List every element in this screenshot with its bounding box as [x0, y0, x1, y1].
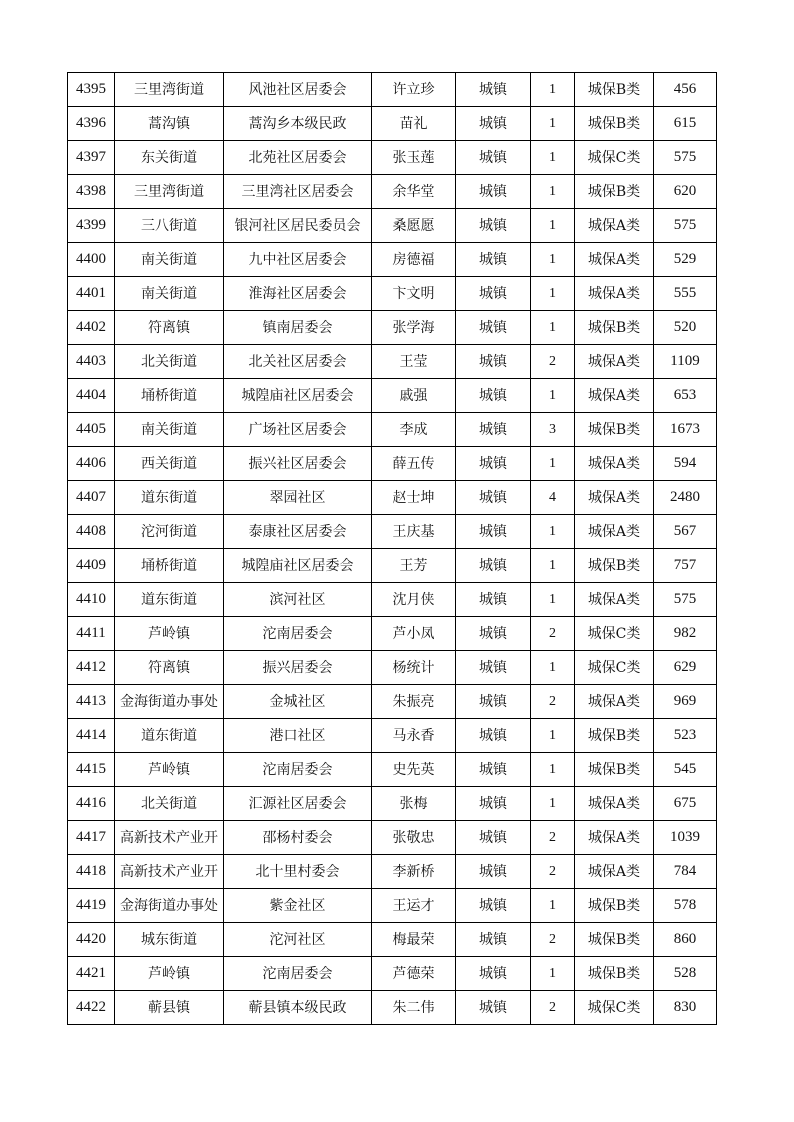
member-count-cell: 4	[531, 481, 575, 515]
insurance-category-cell: 城保B类	[575, 311, 654, 345]
street-cell: 芦岭镇	[115, 957, 224, 991]
person-name-cell: 朱二伟	[372, 991, 456, 1025]
person-name-cell: 卞文明	[372, 277, 456, 311]
household-type-cell: 城镇	[456, 277, 531, 311]
community-cell: 九中社区居委会	[224, 243, 372, 277]
amount-cell: 545	[654, 753, 717, 787]
table-row	[68, 753, 717, 787]
person-name-cell: 沈月侠	[372, 583, 456, 617]
amount-cell: 528	[654, 957, 717, 991]
amount-cell: 594	[654, 447, 717, 481]
community-cell: 银河社区居民委员会	[224, 209, 372, 243]
record-number-cell: 4414	[68, 719, 115, 753]
amount-cell: 615	[654, 107, 717, 141]
record-number-cell: 4422	[68, 991, 115, 1025]
table-row	[68, 855, 717, 889]
table-row	[68, 379, 717, 413]
insurance-category-cell: 城保A类	[575, 209, 654, 243]
street-cell: 高新技术产业开	[115, 855, 224, 889]
household-type-cell: 城镇	[456, 379, 531, 413]
street-cell: 沱河街道	[115, 515, 224, 549]
street-cell: 北关街道	[115, 345, 224, 379]
record-number-cell: 4412	[68, 651, 115, 685]
street-cell: 南关街道	[115, 413, 224, 447]
insurance-category-cell: 城保B类	[575, 923, 654, 957]
record-number-cell: 4396	[68, 107, 115, 141]
amount-cell: 575	[654, 583, 717, 617]
amount-cell: 1673	[654, 413, 717, 447]
record-number-cell: 4416	[68, 787, 115, 821]
member-count-cell: 1	[531, 209, 575, 243]
person-name-cell: 朱振亮	[372, 685, 456, 719]
amount-cell: 969	[654, 685, 717, 719]
table-row	[68, 617, 717, 651]
amount-cell: 456	[654, 73, 717, 107]
community-cell: 翠园社区	[224, 481, 372, 515]
table-row	[68, 209, 717, 243]
record-number-cell: 4419	[68, 889, 115, 923]
member-count-cell: 2	[531, 991, 575, 1025]
member-count-cell: 1	[531, 889, 575, 923]
street-cell: 芦岭镇	[115, 617, 224, 651]
amount-cell: 860	[654, 923, 717, 957]
person-name-cell: 赵士坤	[372, 481, 456, 515]
table-row	[68, 719, 717, 753]
person-name-cell: 王庆基	[372, 515, 456, 549]
member-count-cell: 1	[531, 651, 575, 685]
household-type-cell: 城镇	[456, 175, 531, 209]
amount-cell: 555	[654, 277, 717, 311]
table-row	[68, 311, 717, 345]
person-name-cell: 马永香	[372, 719, 456, 753]
street-cell: 三八街道	[115, 209, 224, 243]
street-cell: 符离镇	[115, 311, 224, 345]
member-count-cell: 2	[531, 855, 575, 889]
member-count-cell: 1	[531, 787, 575, 821]
person-name-cell: 戚强	[372, 379, 456, 413]
street-cell: 三里湾街道	[115, 73, 224, 107]
person-name-cell: 许立珍	[372, 73, 456, 107]
person-name-cell: 房德福	[372, 243, 456, 277]
member-count-cell: 1	[531, 107, 575, 141]
person-name-cell: 史先英	[372, 753, 456, 787]
household-type-cell: 城镇	[456, 141, 531, 175]
table-row	[68, 991, 717, 1025]
table-row	[68, 651, 717, 685]
amount-cell: 757	[654, 549, 717, 583]
amount-cell: 982	[654, 617, 717, 651]
record-number-cell: 4405	[68, 413, 115, 447]
insurance-category-cell: 城保A类	[575, 447, 654, 481]
household-type-cell: 城镇	[456, 413, 531, 447]
person-name-cell: 李新桥	[372, 855, 456, 889]
member-count-cell: 1	[531, 379, 575, 413]
amount-cell: 2480	[654, 481, 717, 515]
amount-cell: 629	[654, 651, 717, 685]
household-type-cell: 城镇	[456, 923, 531, 957]
table-row	[68, 107, 717, 141]
table-row	[68, 957, 717, 991]
amount-cell: 567	[654, 515, 717, 549]
community-cell: 港口社区	[224, 719, 372, 753]
person-name-cell: 薛五传	[372, 447, 456, 481]
insurance-category-cell: 城保B类	[575, 73, 654, 107]
table-row	[68, 277, 717, 311]
member-count-cell: 2	[531, 923, 575, 957]
record-number-cell: 4411	[68, 617, 115, 651]
community-cell: 北十里村委会	[224, 855, 372, 889]
street-cell: 道东街道	[115, 583, 224, 617]
community-cell: 城隍庙社区居委会	[224, 549, 372, 583]
amount-cell: 653	[654, 379, 717, 413]
person-name-cell: 杨统计	[372, 651, 456, 685]
amount-cell: 675	[654, 787, 717, 821]
community-cell: 沱南居委会	[224, 753, 372, 787]
table-row	[68, 515, 717, 549]
person-name-cell: 王运才	[372, 889, 456, 923]
community-cell: 蒿沟乡本级民政	[224, 107, 372, 141]
person-name-cell: 张玉莲	[372, 141, 456, 175]
amount-cell: 575	[654, 141, 717, 175]
street-cell: 道东街道	[115, 719, 224, 753]
household-type-cell: 城镇	[456, 549, 531, 583]
amount-cell: 784	[654, 855, 717, 889]
household-type-cell: 城镇	[456, 515, 531, 549]
amount-cell: 578	[654, 889, 717, 923]
member-count-cell: 1	[531, 549, 575, 583]
street-cell: 蕲县镇	[115, 991, 224, 1025]
insurance-category-cell: 城保A类	[575, 515, 654, 549]
record-number-cell: 4403	[68, 345, 115, 379]
community-cell: 泰康社区居委会	[224, 515, 372, 549]
household-type-cell: 城镇	[456, 345, 531, 379]
record-number-cell: 4410	[68, 583, 115, 617]
insurance-category-cell: 城保B类	[575, 175, 654, 209]
street-cell: 南关街道	[115, 243, 224, 277]
community-cell: 沱南居委会	[224, 957, 372, 991]
street-cell: 金海街道办事处	[115, 889, 224, 923]
household-type-cell: 城镇	[456, 617, 531, 651]
record-number-cell: 4409	[68, 549, 115, 583]
amount-cell: 830	[654, 991, 717, 1025]
insurance-category-cell: 城保B类	[575, 753, 654, 787]
person-name-cell: 李成	[372, 413, 456, 447]
community-cell: 淮海社区居委会	[224, 277, 372, 311]
record-number-cell: 4418	[68, 855, 115, 889]
member-count-cell: 1	[531, 243, 575, 277]
household-type-cell: 城镇	[456, 107, 531, 141]
member-count-cell: 3	[531, 413, 575, 447]
street-cell: 埇桥街道	[115, 549, 224, 583]
insurance-category-cell: 城保C类	[575, 617, 654, 651]
table-row	[68, 821, 717, 855]
household-type-cell: 城镇	[456, 991, 531, 1025]
street-cell: 高新技术产业开	[115, 821, 224, 855]
street-cell: 蒿沟镇	[115, 107, 224, 141]
insurance-category-cell: 城保A类	[575, 787, 654, 821]
member-count-cell: 1	[531, 583, 575, 617]
community-cell: 北苑社区居委会	[224, 141, 372, 175]
table-row	[68, 413, 717, 447]
person-name-cell: 芦德荣	[372, 957, 456, 991]
table-row	[68, 549, 717, 583]
community-cell: 振兴居委会	[224, 651, 372, 685]
amount-cell: 575	[654, 209, 717, 243]
person-name-cell: 张梅	[372, 787, 456, 821]
member-count-cell: 2	[531, 685, 575, 719]
community-cell: 城隍庙社区居委会	[224, 379, 372, 413]
community-cell: 汇源社区居委会	[224, 787, 372, 821]
community-cell: 蕲县镇本级民政	[224, 991, 372, 1025]
household-type-cell: 城镇	[456, 855, 531, 889]
street-cell: 芦岭镇	[115, 753, 224, 787]
record-number-cell: 4402	[68, 311, 115, 345]
insurance-category-cell: 城保B类	[575, 107, 654, 141]
community-cell: 三里湾社区居委会	[224, 175, 372, 209]
table-row	[68, 481, 717, 515]
member-count-cell: 1	[531, 175, 575, 209]
household-type-cell: 城镇	[456, 243, 531, 277]
record-number-cell: 4398	[68, 175, 115, 209]
insurance-category-cell: 城保C类	[575, 141, 654, 175]
community-cell: 金城社区	[224, 685, 372, 719]
community-cell: 振兴社区居委会	[224, 447, 372, 481]
street-cell: 符离镇	[115, 651, 224, 685]
household-type-cell: 城镇	[456, 685, 531, 719]
member-count-cell: 1	[531, 141, 575, 175]
member-count-cell: 1	[531, 73, 575, 107]
table-row	[68, 685, 717, 719]
street-cell: 南关街道	[115, 277, 224, 311]
insurance-category-cell: 城保A类	[575, 583, 654, 617]
member-count-cell: 1	[531, 719, 575, 753]
amount-cell: 520	[654, 311, 717, 345]
records-table	[67, 72, 717, 1025]
member-count-cell: 2	[531, 345, 575, 379]
table-row	[68, 447, 717, 481]
household-type-cell: 城镇	[456, 753, 531, 787]
member-count-cell: 2	[531, 821, 575, 855]
record-number-cell: 4415	[68, 753, 115, 787]
insurance-category-cell: 城保A类	[575, 855, 654, 889]
insurance-category-cell: 城保B类	[575, 889, 654, 923]
community-cell: 沱河社区	[224, 923, 372, 957]
insurance-category-cell: 城保A类	[575, 345, 654, 379]
insurance-category-cell: 城保B类	[575, 957, 654, 991]
insurance-category-cell: 城保B类	[575, 413, 654, 447]
household-type-cell: 城镇	[456, 889, 531, 923]
street-cell: 三里湾街道	[115, 175, 224, 209]
household-type-cell: 城镇	[456, 787, 531, 821]
table-row	[68, 243, 717, 277]
community-cell: 邵杨村委会	[224, 821, 372, 855]
table-row	[68, 889, 717, 923]
person-name-cell: 张敬忠	[372, 821, 456, 855]
record-number-cell: 4400	[68, 243, 115, 277]
household-type-cell: 城镇	[456, 447, 531, 481]
member-count-cell: 2	[531, 617, 575, 651]
community-cell: 滨河社区	[224, 583, 372, 617]
record-number-cell: 4408	[68, 515, 115, 549]
member-count-cell: 1	[531, 447, 575, 481]
community-cell: 镇南居委会	[224, 311, 372, 345]
person-name-cell: 苗礼	[372, 107, 456, 141]
member-count-cell: 1	[531, 277, 575, 311]
table-row	[68, 923, 717, 957]
amount-cell: 620	[654, 175, 717, 209]
insurance-category-cell: 城保C类	[575, 991, 654, 1025]
insurance-category-cell: 城保A类	[575, 277, 654, 311]
member-count-cell: 1	[531, 753, 575, 787]
record-number-cell: 4395	[68, 73, 115, 107]
community-cell: 沱南居委会	[224, 617, 372, 651]
street-cell: 东关街道	[115, 141, 224, 175]
insurance-category-cell: 城保A类	[575, 243, 654, 277]
person-name-cell: 余华堂	[372, 175, 456, 209]
insurance-category-cell: 城保A类	[575, 379, 654, 413]
member-count-cell: 1	[531, 515, 575, 549]
amount-cell: 1109	[654, 345, 717, 379]
record-number-cell: 4404	[68, 379, 115, 413]
person-name-cell: 张学海	[372, 311, 456, 345]
record-number-cell: 4401	[68, 277, 115, 311]
person-name-cell: 王莹	[372, 345, 456, 379]
person-name-cell: 王芳	[372, 549, 456, 583]
person-name-cell: 梅最荣	[372, 923, 456, 957]
household-type-cell: 城镇	[456, 821, 531, 855]
household-type-cell: 城镇	[456, 209, 531, 243]
community-cell: 紫金社区	[224, 889, 372, 923]
record-number-cell: 4417	[68, 821, 115, 855]
insurance-category-cell: 城保A类	[575, 481, 654, 515]
member-count-cell: 1	[531, 957, 575, 991]
person-name-cell: 桑愿愿	[372, 209, 456, 243]
community-cell: 风池社区居委会	[224, 73, 372, 107]
household-type-cell: 城镇	[456, 957, 531, 991]
insurance-category-cell: 城保C类	[575, 651, 654, 685]
street-cell: 西关街道	[115, 447, 224, 481]
household-type-cell: 城镇	[456, 311, 531, 345]
person-name-cell: 芦小凤	[372, 617, 456, 651]
record-number-cell: 4421	[68, 957, 115, 991]
insurance-category-cell: 城保B类	[575, 719, 654, 753]
community-cell: 北关社区居委会	[224, 345, 372, 379]
street-cell: 埇桥街道	[115, 379, 224, 413]
household-type-cell: 城镇	[456, 719, 531, 753]
amount-cell: 523	[654, 719, 717, 753]
street-cell: 金海街道办事处	[115, 685, 224, 719]
insurance-category-cell: 城保A类	[575, 685, 654, 719]
household-type-cell: 城镇	[456, 651, 531, 685]
member-count-cell: 1	[531, 311, 575, 345]
street-cell: 北关街道	[115, 787, 224, 821]
table-row	[68, 787, 717, 821]
record-number-cell: 4407	[68, 481, 115, 515]
table-row	[68, 583, 717, 617]
record-number-cell: 4397	[68, 141, 115, 175]
amount-cell: 1039	[654, 821, 717, 855]
insurance-category-cell: 城保A类	[575, 821, 654, 855]
community-cell: 广场社区居委会	[224, 413, 372, 447]
household-type-cell: 城镇	[456, 583, 531, 617]
table-row	[68, 141, 717, 175]
street-cell: 城东街道	[115, 923, 224, 957]
record-number-cell: 4406	[68, 447, 115, 481]
insurance-category-cell: 城保B类	[575, 549, 654, 583]
household-type-cell: 城镇	[456, 481, 531, 515]
household-type-cell: 城镇	[456, 73, 531, 107]
table-row	[68, 175, 717, 209]
table-body	[68, 73, 717, 1025]
amount-cell: 529	[654, 243, 717, 277]
record-number-cell: 4399	[68, 209, 115, 243]
table-row	[68, 73, 717, 107]
table-row	[68, 345, 717, 379]
record-number-cell: 4420	[68, 923, 115, 957]
record-number-cell: 4413	[68, 685, 115, 719]
street-cell: 道东街道	[115, 481, 224, 515]
